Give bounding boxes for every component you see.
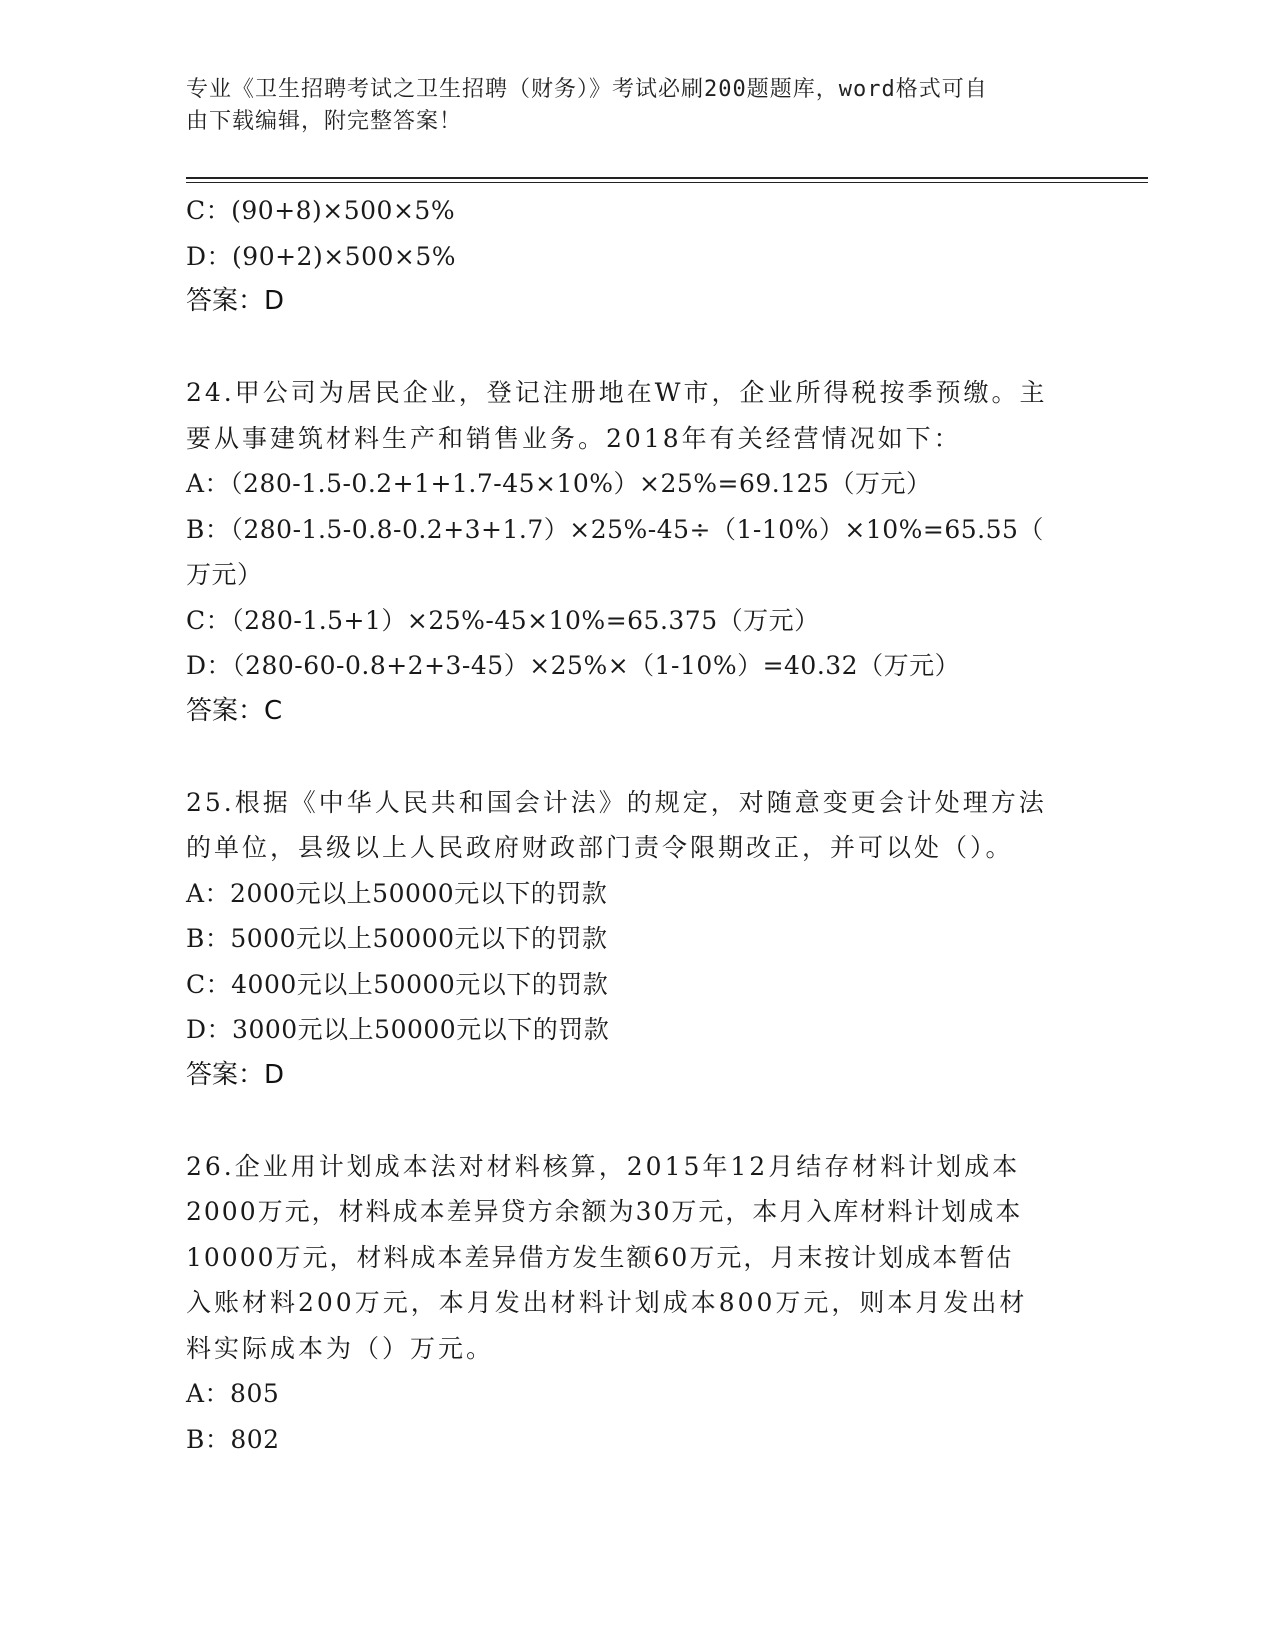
page-header	[186, 74, 1066, 138]
option-c: C：4000元以上50000元以下的罚款	[186, 969, 609, 999]
question-stem-line: 入账材料200万元，本月发出材料计划成本800万元，则本月发出材	[186, 1288, 1028, 1317]
header-divider-thick	[186, 177, 1148, 179]
question-stem-line: 24.甲公司为居民企业，登记注册地在W市，企业所得税按季预缴。主	[186, 378, 1048, 407]
header-line-2: 由下载编辑，附完整答案！	[186, 109, 463, 134]
question-25	[186, 780, 1086, 1099]
question-23-tail	[186, 188, 1086, 325]
header-line-1: 专业《卫生招聘考试之卫生招聘（财务）》考试必刷200题题库，word格式可自	[186, 77, 988, 102]
option-d: D：3000元以上50000元以下的罚款	[186, 1015, 610, 1044]
question-stem-line: 要从事建筑材料生产和销售业务。2018年有关经营情况如下：	[186, 423, 962, 453]
question-stem-line: 2000万元，材料成本差异贷方余额为30万元，本月入库材料计划成本	[186, 1197, 1023, 1226]
option-a: A：2000元以上50000元以下的罚款	[186, 878, 608, 908]
option-b: B：（280-1.5-0.8-0.2+3+1.7）×25%-45÷（1-10%）×10%=65.55（	[186, 514, 1044, 544]
question-stem-line: 26.企业用计划成本法对材料核算，2015年12月结存材料计划成本	[186, 1151, 1021, 1181]
spacer	[186, 325, 1086, 371]
option-a: A：（280-1.5-0.2+1+1.7-45×10%）×25%=69.125（万元）	[186, 469, 932, 498]
option-a: A：805	[186, 1379, 280, 1408]
option-d: D：(90+2)×500×5%	[186, 241, 456, 271]
option-b: B：5000元以上50000元以下的罚款	[186, 924, 608, 953]
option-b-continued: 万元）	[186, 560, 263, 589]
question-stem-line: 料实际成本为（）万元。	[186, 1333, 495, 1363]
question-stem-line: 10000万元，材料成本差异借方发生额60万元，月末按计划成本暂估	[186, 1242, 1014, 1272]
option-b: B：802	[186, 1424, 280, 1454]
spacer	[186, 734, 1086, 780]
header-divider-thin	[186, 182, 1148, 183]
answer: 答案：C	[186, 695, 283, 726]
option-c: C：(90+8)×500×5%	[186, 196, 456, 225]
option-d: D：（280-60-0.8+2+3-45）×25%×（1-10%）=40.32（万元）	[186, 651, 961, 680]
question-stem-line: 25.根据《中华人民共和国会计法》的规定，对随意变更会计处理方法	[186, 787, 1047, 817]
option-c: C：（280-1.5+1）×25%-45×10%=65.375（万元）	[186, 605, 820, 635]
spacer	[186, 1098, 1086, 1144]
question-26	[186, 1144, 1086, 1463]
question-stem-line: 的单位，县级以上人民政府财政部门责令限期改正，并可以处（）。	[186, 833, 1014, 862]
question-24	[186, 370, 1086, 734]
answer: 答案：D	[186, 1059, 285, 1090]
answer: 答案：D	[186, 286, 285, 316]
document-body	[186, 188, 1086, 1462]
